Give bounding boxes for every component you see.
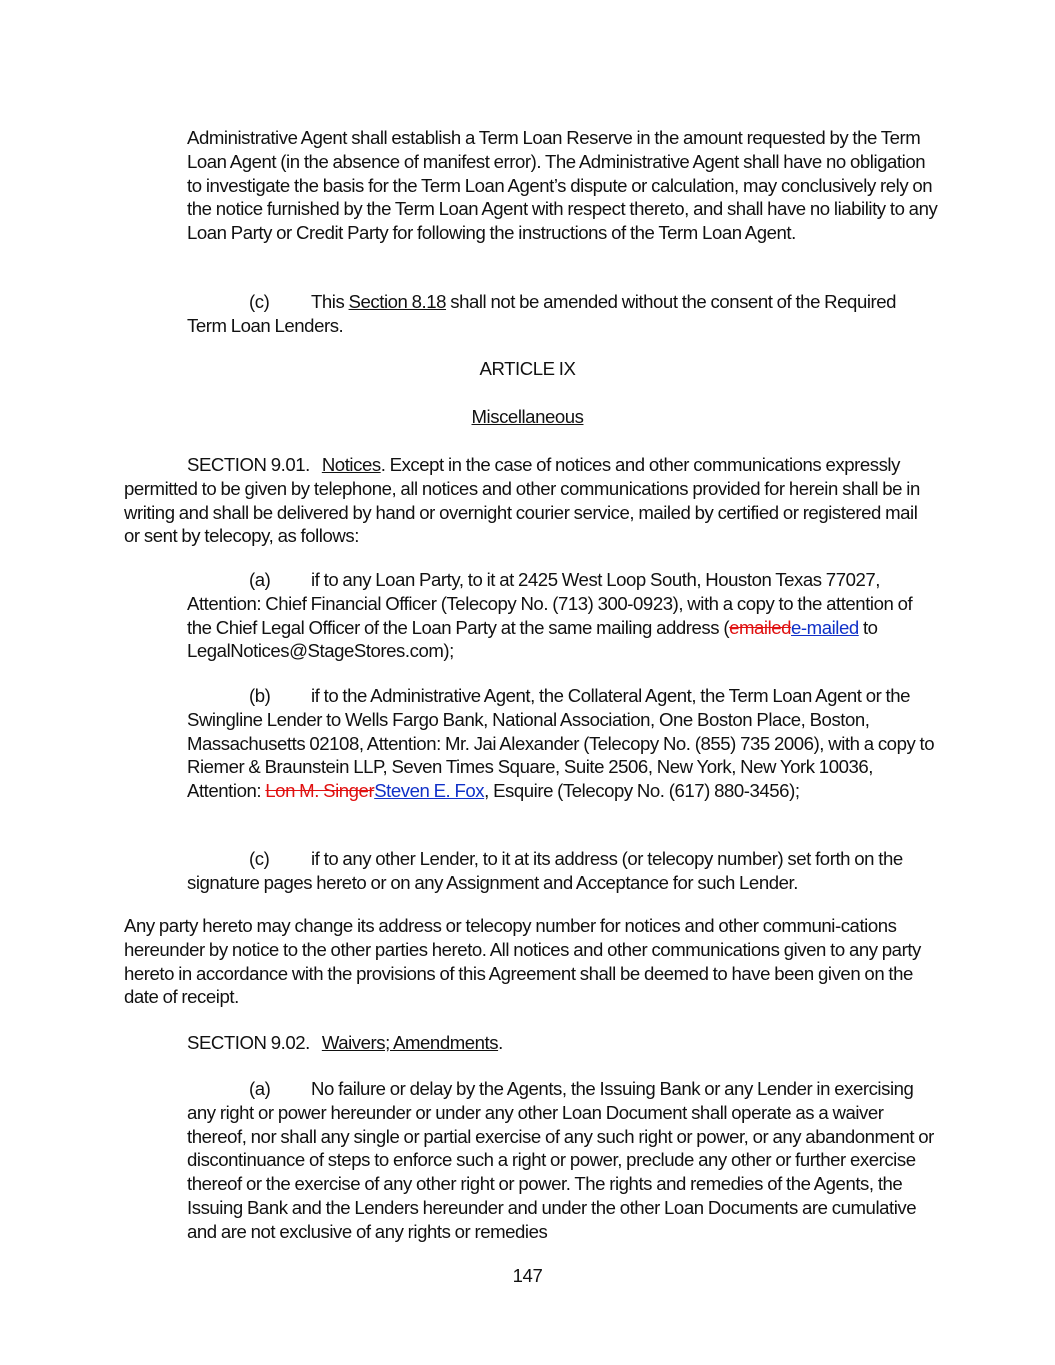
section-heading: Notices (321, 454, 381, 475)
paragraph-c-section-8-18: (c) This Section 8.18 shall not be amended without the consent of the Required Term Loan Lenders. (187, 291, 897, 336)
section-label: SECTION 9.01. (187, 454, 310, 475)
deleted-text: Lon M. Singer (265, 780, 375, 802)
deleted-text: emailed (729, 616, 792, 638)
notice-a: (a) if to any Loan Party, to it at 2425 West Loop South, Houston Texas 77027, Attention: Chief Financial Officer (Telecopy No. (713) 300-0923), with a copy to the attention of the Chief Legal Officer of the Loan Party at the same mailing address (emailede-mailed to LegalNotices@StageStores.com); (187, 569, 913, 662)
paragraph-label: (a) (249, 569, 271, 590)
article-number: ARTICLE IX (479, 358, 576, 379)
section-9-02: SECTION 9.02. Waivers; Amendments. (187, 1032, 503, 1053)
notice-c: (c) if to any other Lender, to it at its address (or telecopy number) set forth on the signature pages hereto or on any Assignment and Acceptance for such Lender. (187, 848, 903, 893)
article-title: Miscellaneous (471, 406, 584, 427)
paragraph-label: (b) (249, 685, 271, 706)
section-9-01: SECTION 9.01. Notices. Except in the case of notices and other communications expressly permitted to be given by telephone, all notices and other communications provided for herein shall be in writing and shall be delivered by hand or overnight courier service, mailed by certified or registered mail or sent by telecopy, as follows: (124, 454, 920, 547)
paragraph-label: (a) (249, 1078, 271, 1099)
inserted-text: Steven E. Fox (374, 780, 485, 802)
section-heading: Waivers; Amendments (321, 1032, 499, 1053)
change-address-paragraph: Any party hereto may change its address or telecopy number for notices and other communi-cations hereunder by notice to the other parties hereto. All notices and other communications given to any party hereto in accordance with the provisions of this Agreement shall be deemed to have been given on the date of receipt. (124, 915, 921, 1008)
inserted-text: e-mailed (791, 616, 859, 638)
paragraph-label: (c) (249, 848, 270, 869)
paragraph-label: (c) (249, 291, 270, 312)
waiver-a: (a) No failure or delay by the Agents, the Issuing Bank or any Lender in exercising any right or power hereunder or under any other Loan Document shall operate as a waiver thereof, nor shall any single or partial exercise of any such right or power, or any abandonment or discontinuance of steps to enforce such a right or power, preclude any other or further exercise thereof or the exercise of any other right or power. The rights and remedies of the Agents, the Issuing Bank and the Lenders hereunder and under the other Loan Documents are cumulative and are not exclusive of any rights or remedies (187, 1078, 934, 1242)
page-number: 147 (512, 1265, 543, 1286)
notice-b: (b) if to the Administrative Agent, the Collateral Agent, the Term Loan Agent or the Swingline Lender to Wells Fargo Bank, National Association, One Boston Place, Boston, Massachusetts 02108, Attention: Mr. Jai Alexander (Telecopy No. (855) 735 2006), with a copy to Riemer & Braunstein LLP, Seven Times Square, Suite 2506, New York, New York 10036, Attention: Lon M. SingerSteven E. Fox, Esquire (Telecopy No. (617) 880-3456); (187, 685, 935, 802)
section-label: SECTION 9.02. (187, 1032, 310, 1053)
top-paragraph: Administrative Agent shall establish a Term Loan Reserve in the amount requested by the Term Loan Agent (in the absence of manifest error). The Administrative Agent shall have no obligation to investigate the basis for the Term Loan Agent’s dispute or calculation, may conclusively rely on the notice furnished by the Term Loan Agent with respect thereto, and shall have no liability to any Loan Party or Credit Party for following the instructions of the Term Loan Agent. (187, 127, 938, 244)
section-reference-link[interactable]: Section 8.18 (348, 291, 447, 312)
